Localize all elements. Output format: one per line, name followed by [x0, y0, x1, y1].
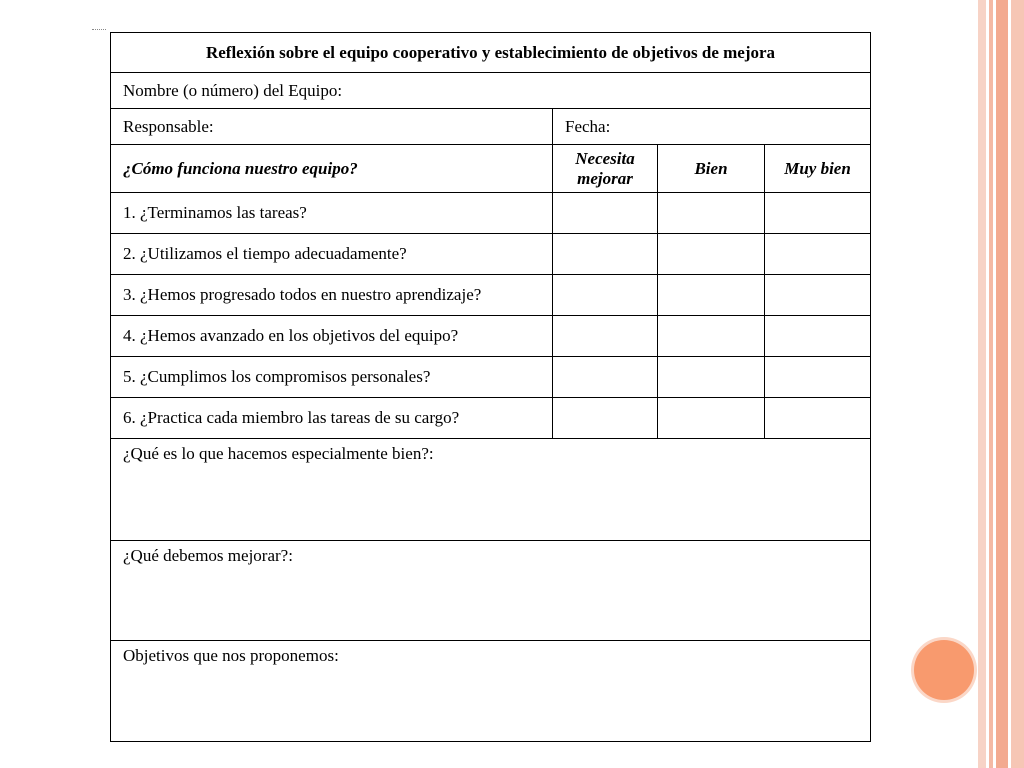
strengths-field[interactable]: ¿Qué es lo que hacemos especialmente bien?: — [111, 439, 871, 541]
question-label: 6. ¿Practica cada miembro las tareas de su cargo? — [111, 398, 553, 439]
team-reflection-form — [110, 32, 871, 742]
question-header: ¿Cómo funciona nuestro equipo? — [111, 145, 553, 193]
rating-cell-very-good[interactable] — [765, 193, 871, 234]
good-header: Bien — [658, 145, 765, 193]
improve-row — [111, 541, 871, 641]
rating-cell-very-good[interactable] — [765, 316, 871, 357]
rating-cell-good[interactable] — [658, 316, 765, 357]
decorative-border-stripe — [1011, 0, 1024, 768]
question-label: 3. ¿Hemos progresado todos en nuestro aprendizaje? — [111, 275, 553, 316]
rating-cell-very-good[interactable] — [765, 275, 871, 316]
rating-cell-good[interactable] — [658, 275, 765, 316]
question-label: 1. ¿Terminamos las tareas? — [111, 193, 553, 234]
rating-cell-needs-improvement[interactable] — [553, 398, 658, 439]
rating-cell-needs-improvement[interactable] — [553, 275, 658, 316]
rating-cell-good[interactable] — [658, 398, 765, 439]
crop-mark — [92, 26, 106, 30]
rating-cell-needs-improvement[interactable] — [553, 357, 658, 398]
needs-improvement-header: Necesita mejorar — [553, 145, 658, 193]
question-row — [111, 357, 871, 398]
improve-field[interactable]: ¿Qué debemos mejorar?: — [111, 541, 871, 641]
responsible-date-row — [111, 109, 871, 145]
rating-cell-good[interactable] — [658, 357, 765, 398]
decorative-border-stripe — [978, 0, 986, 768]
question-row — [111, 316, 871, 357]
form-title: Reflexión sobre el equipo cooperativo y establecimiento de objetivos de mejora — [111, 33, 871, 73]
rating-cell-needs-improvement[interactable] — [553, 193, 658, 234]
date-field[interactable]: Fecha: — [553, 109, 871, 145]
rating-cell-good[interactable] — [658, 234, 765, 275]
question-row — [111, 275, 871, 316]
rating-cell-very-good[interactable] — [765, 357, 871, 398]
decorative-circle-icon — [914, 640, 974, 700]
team-name-field[interactable]: Nombre (o número) del Equipo: — [111, 73, 871, 109]
question-label: 2. ¿Utilizamos el tiempo adecuadamente? — [111, 234, 553, 275]
decorative-border-stripe — [996, 0, 1008, 768]
rating-cell-very-good[interactable] — [765, 398, 871, 439]
rating-cell-needs-improvement[interactable] — [553, 234, 658, 275]
question-label: 5. ¿Cumplimos los compromisos personales? — [111, 357, 553, 398]
rating-cell-very-good[interactable] — [765, 234, 871, 275]
rating-header-row — [111, 145, 871, 193]
rating-cell-good[interactable] — [658, 193, 765, 234]
strengths-row — [111, 439, 871, 541]
rating-cell-needs-improvement[interactable] — [553, 316, 658, 357]
very-good-header: Muy bien — [765, 145, 871, 193]
question-row — [111, 234, 871, 275]
question-row — [111, 193, 871, 234]
question-row — [111, 398, 871, 439]
title-row — [111, 33, 871, 73]
responsible-field[interactable]: Responsable: — [111, 109, 553, 145]
team-name-row — [111, 73, 871, 109]
question-label: 4. ¿Hemos avanzado en los objetivos del equipo? — [111, 316, 553, 357]
goals-row — [111, 641, 871, 742]
goals-field[interactable]: Objetivos que nos proponemos: — [111, 641, 871, 742]
